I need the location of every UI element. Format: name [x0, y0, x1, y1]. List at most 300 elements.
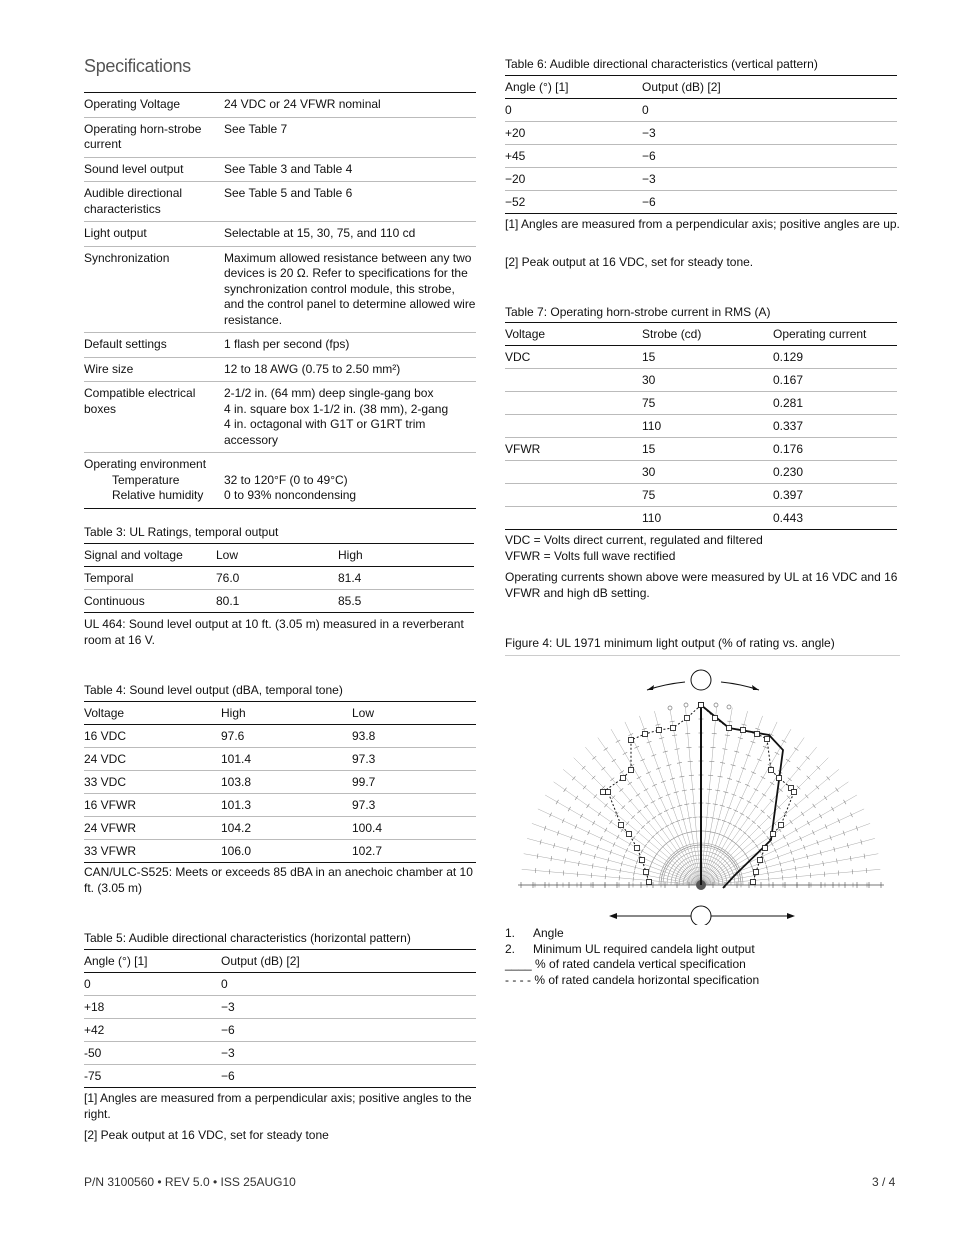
- table-cell: 24 VFWR: [84, 821, 137, 835]
- table-row: [84, 117, 476, 157]
- table-cell: 0.176: [773, 442, 804, 456]
- spec-key: Synchronization: [84, 250, 170, 265]
- legend-dashed-line: - - - - % of rated candela horizontal specification: [505, 973, 760, 987]
- grid-tick: [644, 789, 648, 792]
- grid-tick: [782, 740, 786, 743]
- grid-tick: [575, 796, 578, 800]
- table-cell: 0.397: [773, 488, 804, 502]
- grid-tick: [693, 817, 698, 818]
- data-marker: [629, 768, 634, 773]
- grid-tick: [556, 800, 559, 804]
- table-row: [505, 122, 897, 145]
- grid-tick: [743, 831, 747, 834]
- grid-tick: [583, 785, 586, 789]
- grid-tick: [744, 852, 747, 856]
- table-cell: 85.5: [338, 594, 362, 608]
- table5-caption: Table 5: Audible directional characteristics (horizontal pattern): [84, 931, 411, 945]
- table-cell: 97.6: [221, 729, 245, 743]
- grid-tick: [838, 819, 840, 824]
- grid-tick: [738, 828, 742, 831]
- table-row: [84, 333, 476, 358]
- grid-tick: [730, 839, 734, 842]
- table-row: [505, 507, 897, 530]
- grid-tick: [636, 794, 640, 797]
- grid-tick: [651, 860, 653, 865]
- grid-tick: [761, 810, 765, 813]
- grid-tick: [637, 830, 640, 834]
- callout-1-circle: [691, 670, 711, 690]
- table-row: [84, 748, 476, 771]
- data-marker: [640, 858, 645, 863]
- grid-tick: [746, 816, 750, 819]
- table7-note-line: VDC = Volts direct current, regulated and filtered: [505, 533, 763, 547]
- grid-tick: [725, 735, 730, 736]
- grid-tick: [675, 749, 680, 750]
- table-row: [84, 567, 474, 590]
- table-row: [84, 1065, 476, 1088]
- table-row: [505, 145, 897, 168]
- table-row: [505, 369, 897, 392]
- table-cell: 30: [642, 465, 656, 479]
- grid-tick: [664, 810, 669, 812]
- table-cell: Continuous: [84, 594, 145, 608]
- table-row: [84, 382, 476, 453]
- spec-key: Sound level output: [84, 161, 184, 176]
- spec-value-line: 4 in. square box 1-1/2 in. (38 mm), 2-gang: [224, 401, 449, 416]
- table-cell: 104.2: [221, 821, 252, 835]
- grid-tick: [850, 856, 851, 861]
- table3: [84, 543, 474, 613]
- grid-tick: [613, 842, 615, 847]
- grid-tick: [790, 820, 793, 824]
- table-row: [84, 771, 476, 794]
- table-cell: 101.4: [221, 752, 252, 766]
- table-cell: 76.0: [216, 571, 240, 585]
- spec-value: [224, 382, 476, 453]
- grid-tick: [641, 849, 644, 853]
- spec-key: Audible directional characteristics: [84, 186, 183, 216]
- grid-tick: [762, 794, 766, 797]
- data-marker: [713, 716, 718, 721]
- grid-tick: [728, 822, 733, 824]
- grid-tick: [644, 805, 648, 808]
- grid-tick: [646, 772, 651, 774]
- data-marker: [777, 776, 782, 781]
- grid-tick: [664, 842, 668, 845]
- grid-tick: [672, 837, 676, 840]
- grid-tick: [775, 752, 779, 755]
- grid-tick: [796, 874, 797, 879]
- legend-solid-line: ____ % of rated candela vertical specification: [505, 957, 746, 971]
- spec-value-line: 0 to 93% noncondensing: [224, 488, 357, 502]
- table-cell: -50: [84, 1046, 102, 1060]
- spec-value-line: 4 in. octagonal with G1T or G1RT trim accessory: [224, 417, 426, 447]
- grid-tick: [550, 813, 552, 818]
- data-marker: [643, 732, 648, 737]
- grid-tick: [551, 856, 552, 861]
- data-marker: [627, 832, 632, 837]
- table-row: [505, 484, 897, 507]
- table-row: [84, 794, 476, 817]
- grid-tick: [575, 824, 577, 829]
- table-cell: −3: [642, 126, 656, 140]
- data-marker: [751, 880, 756, 885]
- grid-tick: [619, 788, 623, 791]
- table-header-row: [505, 76, 897, 99]
- grid-tick: [623, 752, 627, 755]
- table7: [505, 322, 897, 530]
- table-cell: 0.281: [773, 396, 804, 410]
- callout-2-circle: [691, 906, 711, 925]
- table-cell: 80.1: [216, 594, 240, 608]
- grid-tick: [831, 807, 834, 811]
- grid-tick: [752, 821, 756, 824]
- table5-note1: [1] Angles are measured from a perpendicular axis; positive angles to the right.: [84, 1091, 472, 1121]
- legend-text: Angle: [533, 926, 564, 940]
- column-header: Angle (°) [1]: [505, 80, 569, 94]
- spec-value: See Table 7: [224, 121, 288, 136]
- grid-tick: [617, 835, 620, 839]
- table-cell: 16 VDC: [84, 729, 127, 743]
- data-marker: [619, 823, 624, 828]
- table-cell: 0: [642, 103, 649, 117]
- table-cell: 15: [642, 350, 656, 364]
- table-cell: −20: [505, 172, 526, 186]
- grid-tick: [605, 828, 608, 832]
- table-row: [84, 453, 476, 509]
- table-row: [84, 973, 476, 996]
- figure4-caption: Figure 4: UL 1971 minimum light output (% of rating vs. angle): [505, 636, 835, 650]
- grid-tick: [757, 759, 762, 761]
- grid-tick: [592, 821, 595, 825]
- table-cell: 0.129: [773, 350, 804, 364]
- figure-rule: [505, 655, 900, 656]
- table-cell: −3: [221, 1046, 235, 1060]
- grid-tick: [827, 776, 830, 780]
- polar-curves: [601, 703, 797, 889]
- table-cell: [505, 369, 642, 392]
- grid-radial-line: [545, 795, 701, 885]
- table-cell: 15: [642, 442, 656, 456]
- polar-light-output-diagram: [505, 660, 900, 925]
- table6-note2: [2] Peak output at 16 VDC, set for steady tone.: [505, 255, 754, 269]
- grid-tick: [630, 764, 634, 767]
- spec-key: Operating horn-strobe current: [84, 121, 202, 151]
- grid-tick: [690, 789, 695, 790]
- grid-tick: [741, 848, 744, 852]
- table5-note2: [2] Peak output at 16 VDC, set for steady tone: [84, 1128, 329, 1142]
- grid-tick: [786, 759, 790, 762]
- table6-caption: Table 6: Audible directional characteristics (vertical pattern): [505, 57, 818, 71]
- grid-radial-line: [701, 722, 777, 885]
- grid-tick: [726, 837, 730, 840]
- table4-caption: Table 4: Sound level output (dBA, temporal tone): [84, 683, 343, 697]
- table-row: [84, 725, 476, 748]
- grid-tick: [580, 814, 583, 818]
- grid-tick: [610, 820, 613, 824]
- grid-tick: [646, 821, 650, 824]
- table-cell: −3: [642, 172, 656, 186]
- minimum-marker: [727, 705, 731, 709]
- grid-tick: [670, 822, 675, 824]
- column-header: Voltage: [84, 706, 125, 720]
- table-row: [505, 415, 897, 438]
- grid-tick: [647, 839, 650, 843]
- table-cell: -75: [84, 1069, 102, 1083]
- column-header: Low: [216, 548, 239, 562]
- grid-radial-line: [611, 729, 701, 885]
- table-cell: 106.0: [221, 844, 252, 858]
- table-cell: VDC: [505, 350, 531, 364]
- legend-item-2: [505, 942, 755, 958]
- table-cell: 33 VFWR: [84, 844, 137, 858]
- grid-tick: [629, 842, 632, 846]
- spec-value-line: 2-1/2 in. (64 mm) deep single-gang box: [224, 386, 434, 400]
- table-cell: 30: [642, 373, 656, 387]
- grid-tick: [769, 877, 770, 882]
- table-cell: [505, 507, 642, 530]
- grid-tick: [628, 782, 632, 785]
- table-cell: −3: [221, 1000, 235, 1014]
- grid-tick: [779, 788, 783, 791]
- grid-tick: [626, 821, 629, 825]
- grid-tick: [652, 816, 656, 819]
- legend-number: 1.: [505, 926, 516, 940]
- table-cell: −6: [642, 195, 656, 209]
- grid-tick: [604, 748, 608, 751]
- column-header: Signal and voltage: [84, 548, 183, 562]
- grid-tick: [755, 844, 758, 848]
- grid-tick: [620, 771, 624, 774]
- grid-tick: [658, 813, 662, 816]
- table3-note: UL 464: Sound level output at 10 ft. (3.05 m) measured in a reverberant room at 16 V.: [84, 617, 464, 647]
- table-row: [505, 168, 897, 191]
- grid-tick: [824, 796, 827, 800]
- table-cell: 0: [221, 977, 228, 991]
- grid-tick: [658, 848, 661, 852]
- data-marker: [769, 768, 774, 773]
- grid-tick: [837, 859, 838, 864]
- data-marker: [779, 823, 784, 828]
- arrow-head-icon: [609, 913, 617, 919]
- table-cell: 110: [642, 419, 662, 433]
- table-cell: 0: [84, 977, 91, 991]
- table-header-row: [84, 544, 474, 567]
- grid-tick: [629, 734, 634, 736]
- grid-tick: [800, 836, 802, 841]
- grid-tick: [787, 842, 789, 847]
- grid-tick: [704, 817, 709, 818]
- column-header: Operating current: [773, 327, 867, 341]
- table-row: [505, 191, 897, 214]
- grid-tick: [770, 799, 774, 802]
- legend-item-1: [505, 926, 564, 942]
- minimum-marker: [714, 703, 718, 707]
- grid-tick: [676, 835, 681, 837]
- data-marker: [699, 703, 704, 708]
- table-row: [505, 438, 897, 461]
- grid-tick: [816, 785, 819, 789]
- grid-tick: [850, 813, 852, 818]
- table-header-row: [84, 702, 476, 725]
- grid-tick: [637, 776, 641, 779]
- table-cell: 75: [642, 488, 656, 502]
- grid-tick: [565, 859, 566, 864]
- table-cell: Temporal: [84, 571, 134, 585]
- grid-tick: [562, 819, 564, 824]
- column-header: High: [338, 548, 363, 562]
- grid-tick: [788, 778, 792, 781]
- table-row: [84, 157, 476, 182]
- grid-tick: [655, 831, 659, 834]
- grid-radial-line: [527, 838, 701, 885]
- grid-tick: [813, 804, 816, 808]
- grid-tick: [819, 814, 822, 818]
- grid-tick: [745, 784, 750, 786]
- grid-tick: [592, 756, 596, 759]
- grid-tick: [653, 856, 656, 860]
- spec-key: Operating Voltage: [84, 97, 181, 111]
- table-cell: 81.4: [338, 571, 362, 585]
- grid-tick: [616, 740, 620, 743]
- spec-value: 12 to 18 AWG (0.75 to 2.50 mm²): [224, 361, 401, 376]
- table-cell: 0.167: [773, 373, 804, 387]
- grid-tick: [747, 856, 750, 860]
- table-row: [84, 1042, 476, 1065]
- data-marker: [635, 846, 640, 851]
- table-header-row: [505, 323, 897, 346]
- minimum-marker: [668, 706, 672, 710]
- grid-radial-line: [701, 795, 857, 885]
- grid-tick: [771, 842, 774, 846]
- footer-page-number: 3 / 4: [872, 1175, 896, 1189]
- grid-tick: [762, 830, 765, 834]
- column-header: Output (dB) [2]: [221, 954, 300, 968]
- grid-tick: [825, 824, 827, 829]
- grid-tick: [805, 794, 808, 798]
- grid-tick: [806, 756, 810, 759]
- grid-tick: [767, 836, 770, 840]
- grid-tick: [605, 874, 606, 879]
- table-cell: 93.8: [352, 729, 376, 743]
- column-header: Angle (°) [1]: [84, 954, 148, 968]
- table-cell: 100.4: [352, 821, 383, 835]
- table7-caption: Table 7: Operating horn-strobe current in RMS (A): [505, 305, 771, 319]
- table4-note: CAN/ULC-S525: Meets or exceeds 85 dBA in an anechoic chamber at 10 ft. (3.05 m): [84, 865, 473, 895]
- spec-key: Wire size: [84, 361, 134, 376]
- table-row: [505, 346, 897, 369]
- table-row: [84, 93, 476, 118]
- grid-radial-line: [701, 711, 748, 885]
- grid-tick: [747, 801, 751, 804]
- spec-value: [224, 453, 476, 509]
- data-marker: [685, 716, 690, 721]
- table-row: [505, 99, 897, 122]
- grid-tick: [601, 767, 605, 770]
- grid-tick: [836, 788, 839, 792]
- table-row: [84, 246, 476, 333]
- spec-key-line: Relative humidity: [112, 488, 204, 502]
- table-header-row: [84, 950, 476, 973]
- grid-tick: [763, 746, 768, 748]
- table-cell: 110: [642, 511, 662, 525]
- data-marker: [727, 726, 732, 731]
- grid-tick: [754, 805, 758, 808]
- column-header: Output (dB) [2]: [642, 80, 721, 94]
- table-row: [505, 461, 897, 484]
- table-cell: +20: [505, 126, 526, 140]
- grid-tick: [600, 836, 602, 841]
- grid-radial-line: [654, 711, 701, 885]
- grid-tick: [635, 746, 640, 748]
- grid-tick: [774, 848, 776, 853]
- table-row: [84, 817, 476, 840]
- minimum-marker: [684, 703, 688, 707]
- grid-tick: [739, 797, 744, 799]
- grid-tick: [626, 848, 628, 853]
- table7-note-line: VFWR = Volts full wave rectified: [505, 548, 676, 563]
- spec-value: Selectable at 15, 30, 75, and 110 cd: [224, 226, 416, 240]
- data-marker: [765, 737, 770, 742]
- table-row: [84, 182, 476, 222]
- grid-tick: [812, 830, 814, 835]
- spec-key-line: Operating environment: [84, 457, 207, 471]
- table6-note1: [1] Angles are measured from a perpendicular axis; positive angles are up.: [505, 217, 900, 231]
- grid-tick: [660, 828, 664, 831]
- table-cell: 0.337: [773, 419, 804, 433]
- table-cell: 101.3: [221, 798, 252, 812]
- table-cell: −6: [221, 1023, 235, 1037]
- table-cell: 0: [505, 103, 512, 117]
- grid-tick: [588, 830, 590, 835]
- table7-note1: [505, 533, 900, 564]
- data-marker: [763, 846, 768, 851]
- table-cell: [505, 415, 642, 438]
- grid-tick: [640, 759, 645, 761]
- spec-key: Light output: [84, 226, 147, 240]
- table5: [84, 949, 476, 1088]
- table-cell: 103.8: [221, 775, 252, 789]
- spec-value: See Table 5 and Table 6: [224, 186, 353, 200]
- column-header: Strobe (cd): [642, 327, 702, 341]
- table-cell: 0.230: [773, 465, 804, 479]
- horizontal-spec-curve-left: [603, 705, 701, 882]
- grid-tick: [794, 803, 797, 807]
- table-row: [505, 392, 897, 415]
- grid-tick: [632, 836, 635, 840]
- data-marker: [629, 738, 634, 743]
- grid-tick: [633, 877, 634, 882]
- data-marker: [758, 858, 763, 863]
- grid-tick: [761, 776, 765, 779]
- spec-value: Maximum allowed resistance between any two devices is 20 Ω. Refer to specifications for the synchronization control module, this strobe, and the control panel to determine allowed wire resistance.: [224, 250, 476, 327]
- grid-tick: [651, 801, 655, 804]
- data-marker: [754, 870, 759, 875]
- legend-number: 2.: [505, 942, 516, 956]
- grid-tick: [665, 825, 669, 828]
- grid-tick: [722, 835, 727, 837]
- table4: [84, 701, 476, 863]
- table-cell: 0.443: [773, 511, 804, 525]
- grid-tick: [612, 759, 616, 762]
- table-row: [84, 840, 476, 863]
- table-cell: 102.7: [352, 844, 383, 858]
- spec-value-line: 32 to 120°F (0 to 49°C): [224, 472, 348, 487]
- grid-radial-line: [625, 722, 701, 885]
- spec-key: [84, 453, 224, 509]
- table-cell: 75: [642, 396, 656, 410]
- grid-tick: [621, 828, 624, 832]
